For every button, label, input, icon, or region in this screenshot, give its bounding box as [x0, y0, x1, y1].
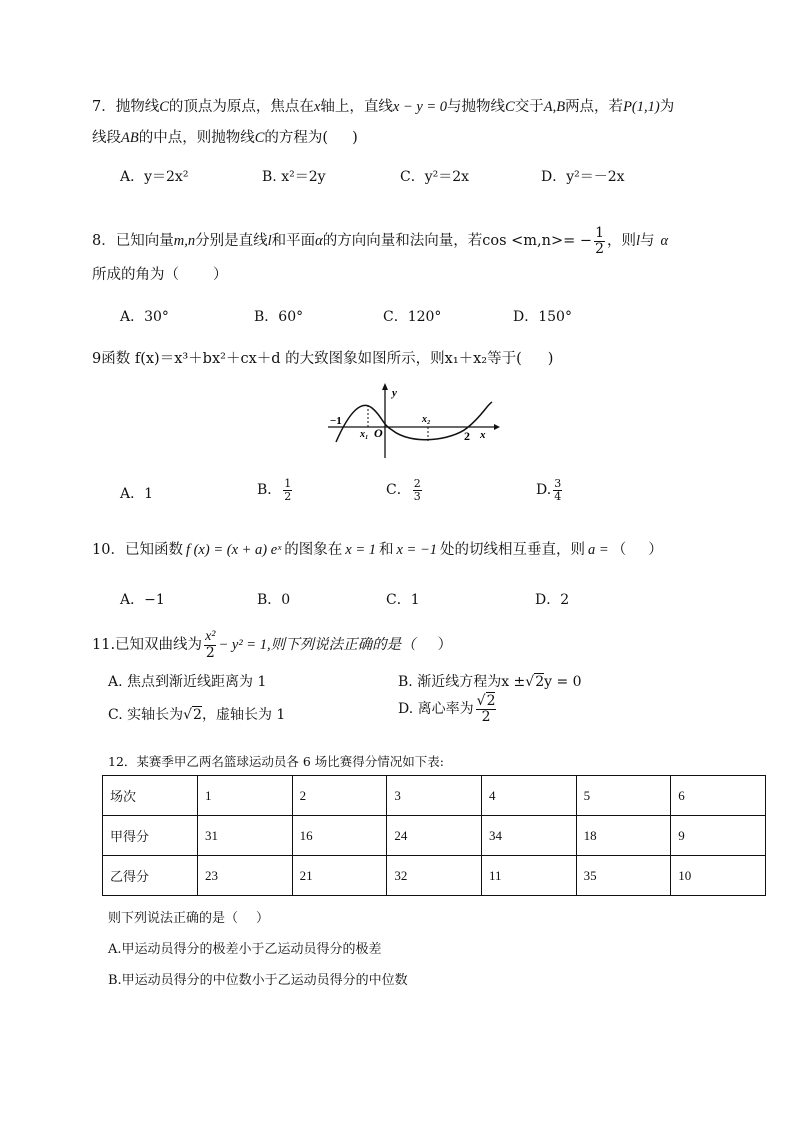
q9-option-b: B． $\frac{1}{2}$ — [257, 477, 292, 503]
q10-option-a: A．−1 — [120, 592, 165, 608]
q11-stem: 11.已知双曲线为 $\frac{\text{x²}}{2}$ − y² = 1,则下列说法正确的是（ ） — [92, 629, 453, 661]
table-cell: 乙得分 — [103, 856, 198, 896]
q9-option-c: C． $\frac{2}{3}$ — [386, 477, 421, 503]
q7-line1: 7．抛物线C的顶点为原点，焦点在x轴上，直线x − y = 0与抛物线C交于A,B两点，若P(1,1)为 — [92, 99, 675, 115]
table-cell: 场次 — [103, 776, 198, 816]
table-cell: 16 — [292, 816, 387, 856]
x-label: x — [480, 429, 486, 441]
q9-option-a: A．1 — [120, 486, 154, 502]
table-cell: 甲得分 — [103, 816, 198, 856]
q8-option-b: B．60° — [254, 309, 304, 325]
q12-option-b: B.甲运动员得分的中位数小于乙运动员得分的中位数 — [108, 973, 408, 988]
q11-option-d: D. 离心率为 $\frac{√2}{2}$ — [398, 693, 496, 725]
q12-stem: 12．某赛季甲乙两名篮球运动员各 6 场比赛得分情况如下表: — [108, 754, 445, 769]
q7-line2: 线段AB的中点，则抛物线C的方程为( ) — [92, 130, 358, 146]
table-cell: 9 — [671, 816, 766, 856]
table-cell: 18 — [576, 816, 671, 856]
table-cell: 21 — [292, 856, 387, 896]
table-cell: 1 — [198, 776, 293, 816]
y-label: y — [392, 387, 397, 399]
q7-option-a: A．y＝2x² — [120, 169, 189, 185]
q11-option-a: A. 焦点到渐近线距离为 1 — [108, 674, 267, 690]
origin-label: O — [374, 426, 383, 440]
q7-option-c: C．y²＝2x — [400, 169, 470, 185]
q7-option-b: B. x²＝2y — [262, 169, 326, 185]
q12-option-a: A.甲运动员得分的极差小于乙运动员得分的极差 — [108, 942, 382, 957]
q9-option-d: D. $\frac{3}{4}$ — [536, 477, 562, 503]
score-table — [102, 775, 766, 896]
cubic-graph — [322, 380, 502, 460]
q9-stem: 9函数 f(x)＝x³＋bx²＋cx＋d 的大致图象如图所示，则x₁＋x₂等于( ) — [92, 351, 554, 367]
table-cell: 2 — [292, 776, 387, 816]
q11-option-b: B. 渐近线方程为x ±√2y = 0 — [398, 674, 582, 690]
neg-one-label: −1 — [330, 415, 342, 427]
q8-line2: 所成的角为（ ） — [92, 267, 228, 283]
q10-stem: 10．已知函数 f (x) = (x + a) eˣ 的图象在 x = 1 和 x = −1 处的切线相互垂直，则 a = （ ） — [92, 542, 663, 558]
q12-after: 则下列说法正确的是（ ） — [108, 911, 270, 926]
x-axis-arrow — [494, 424, 500, 430]
y-axis-arrow — [382, 383, 388, 390]
q10-option-b: B．0 — [257, 592, 291, 608]
table-cell: 5 — [576, 776, 671, 816]
table-cell: 31 — [198, 816, 293, 856]
table-cell: 6 — [671, 776, 766, 816]
table-row — [103, 776, 766, 816]
table-cell: 35 — [576, 856, 671, 896]
table-row — [103, 816, 766, 856]
table-cell: 4 — [481, 776, 576, 816]
table-cell: 10 — [671, 856, 766, 896]
q10-option-d: D．2 — [535, 592, 570, 608]
table-cell: 24 — [387, 816, 482, 856]
table-cell: 11 — [481, 856, 576, 896]
table-cell: 3 — [387, 776, 482, 816]
q8-option-c: C．120° — [383, 309, 442, 325]
x1-label: x₁ — [360, 429, 369, 440]
q10-option-c: C．1 — [386, 592, 420, 608]
table-row — [103, 856, 766, 896]
q8-line1: 8．已知向量m,n分别是直线l和平面α的方向向量和法向量，若cos <m,n>= − $\frac{1}{2}$ ，则l与 α — [92, 225, 669, 257]
table-cell: 23 — [198, 856, 293, 896]
x2-label: x₂ — [422, 414, 431, 425]
q8-option-d: D．150° — [513, 309, 572, 325]
two-label: 2 — [464, 429, 470, 443]
q11-option-c: C. 实轴长为√2，虚轴长为 1 — [108, 707, 286, 723]
q8-option-a: A．30° — [120, 309, 169, 325]
q7-option-d: D．y²＝－2x — [541, 169, 625, 185]
table-cell: 32 — [387, 856, 482, 896]
table-cell: 34 — [481, 816, 576, 856]
